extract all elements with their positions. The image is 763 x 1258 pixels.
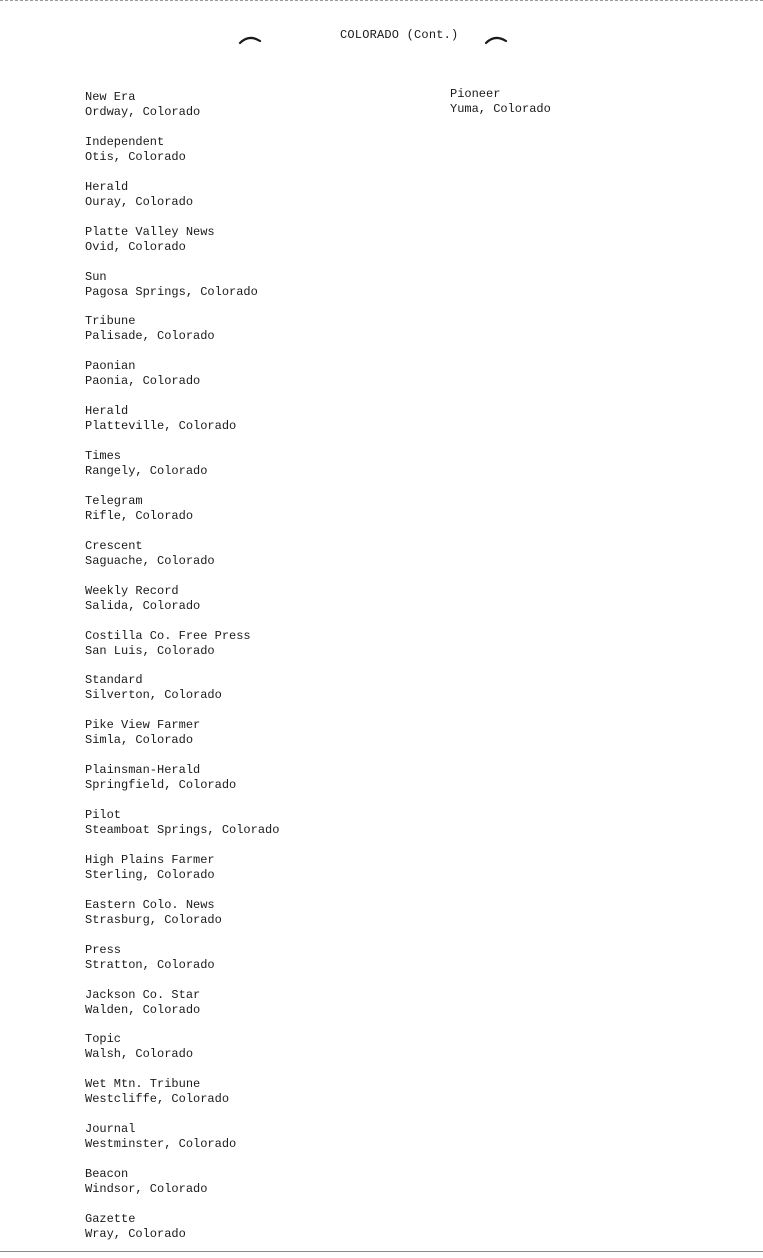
newspaper-location: Saguache, Colorado [85,553,215,568]
bottom-rule [0,1251,763,1252]
listing-entry [85,1212,405,1242]
newspaper-name: Plainsman-Herald [85,763,201,778]
newspaper-name: Herald [85,179,129,194]
newspaper-name: New Era [85,90,136,104]
newspaper-location: Walden, Colorado [85,1002,201,1017]
listing-entry [85,943,405,973]
newspaper-location: Otis, Colorado [85,149,186,164]
newspaper-name: Costilla Co. Free Press [85,628,251,643]
listing-entry [85,1122,405,1152]
newspaper-name: Platte Valley News [85,224,215,239]
newspaper-location: Paonia, Colorado [85,374,201,389]
listing-entry [85,449,405,479]
newspaper-location: Westminster, Colorado [85,1137,237,1152]
newspaper-location: Ordway, Colorado [85,105,201,119]
newspaper-name: Gazette [85,1211,136,1226]
newspaper-name: Paonian [85,359,136,374]
left-header-mark [238,32,262,46]
newspaper-location: Ovid, Colorado [85,239,186,254]
newspaper-name: Press [85,942,122,957]
newspaper-location: San Luis, Colorado [85,643,215,658]
newspaper-name: Weekly Record [85,583,179,598]
newspaper-name: Herald [85,404,129,419]
newspaper-location: Palisade, Colorado [85,329,215,344]
listing-entry [85,359,405,389]
newspaper-location: Sterling, Colorado [85,867,215,882]
newspaper-name: Independent [85,134,165,149]
newspaper-location: Springfield, Colorado [85,778,237,793]
newspaper-name: Pike View Farmer [85,718,201,733]
listing-entry [85,763,405,793]
newspaper-name: Times [85,449,122,463]
newspaper-name: Wet Mtn. Tribune [85,1077,201,1092]
newspaper-location: Stratton, Colorado [85,957,215,972]
listing-entry [85,1077,405,1107]
listing-entry [85,629,405,659]
newspaper-location: Strasburg, Colorado [85,912,222,927]
newspaper-location: Pagosa Springs, Colorado [85,284,258,299]
newspaper-name: Tribune [85,314,136,329]
listing-entry [85,539,405,569]
listing-entry [85,90,405,120]
listing-entry [85,225,405,255]
newspaper-location: Salida, Colorado [85,598,201,613]
newspaper-name: Eastern Colo. News [85,897,215,912]
newspaper-location: Silverton, Colorado [85,688,222,703]
newspaper-name: Pilot [85,808,122,822]
listing-entry [85,1167,405,1197]
newspaper-name: Jackson Co. Star [85,987,201,1002]
newspaper-name: Standard [85,673,143,688]
newspaper-name: Sun [85,269,107,284]
listing-entry [85,180,405,210]
newspaper-location: Rifle, Colorado [85,508,194,523]
right-column-listing [450,87,710,132]
listing-entry [85,135,405,165]
newspaper-name: Journal [85,1122,136,1137]
newspaper-location: Windsor, Colorado [85,1182,208,1196]
left-column-listing [85,90,405,1257]
listing-entry [85,853,405,883]
right-header-mark [484,32,508,46]
newspaper-location: Wray, Colorado [85,1226,186,1241]
newspaper-name: Crescent [85,538,143,553]
newspaper-name: High Plains Farmer [85,852,215,867]
listing-entry [85,808,405,838]
newspaper-location: Ouray, Colorado [85,194,194,209]
newspaper-location: Platteville, Colorado [85,419,237,434]
listing-entry [85,898,405,928]
listing-entry [85,494,405,524]
newspaper-location: Yuma, Colorado [450,102,551,116]
newspaper-location: Simla, Colorado [85,733,194,748]
listing-entry [85,584,405,614]
newspaper-location: Walsh, Colorado [85,1047,194,1062]
newspaper-name: Beacon [85,1167,129,1181]
newspaper-location: Steamboat Springs, Colorado [85,823,280,837]
newspaper-location: Rangely, Colorado [85,464,208,478]
listing-entry [85,270,405,300]
newspaper-name: Pioneer [450,87,501,101]
listing-entry [85,314,405,344]
listing-entry [85,404,405,434]
listing-entry [85,673,405,703]
listing-entry [85,988,405,1018]
listing-entry [450,87,710,117]
listing-entry [85,1032,405,1062]
newspaper-name: Topic [85,1032,122,1047]
listing-entry [85,718,405,748]
page-header: COLORADO (Cont.) [340,28,459,42]
top-dashed-rule [0,0,763,1]
newspaper-location: Westcliffe, Colorado [85,1092,230,1107]
newspaper-name: Telegram [85,493,143,508]
